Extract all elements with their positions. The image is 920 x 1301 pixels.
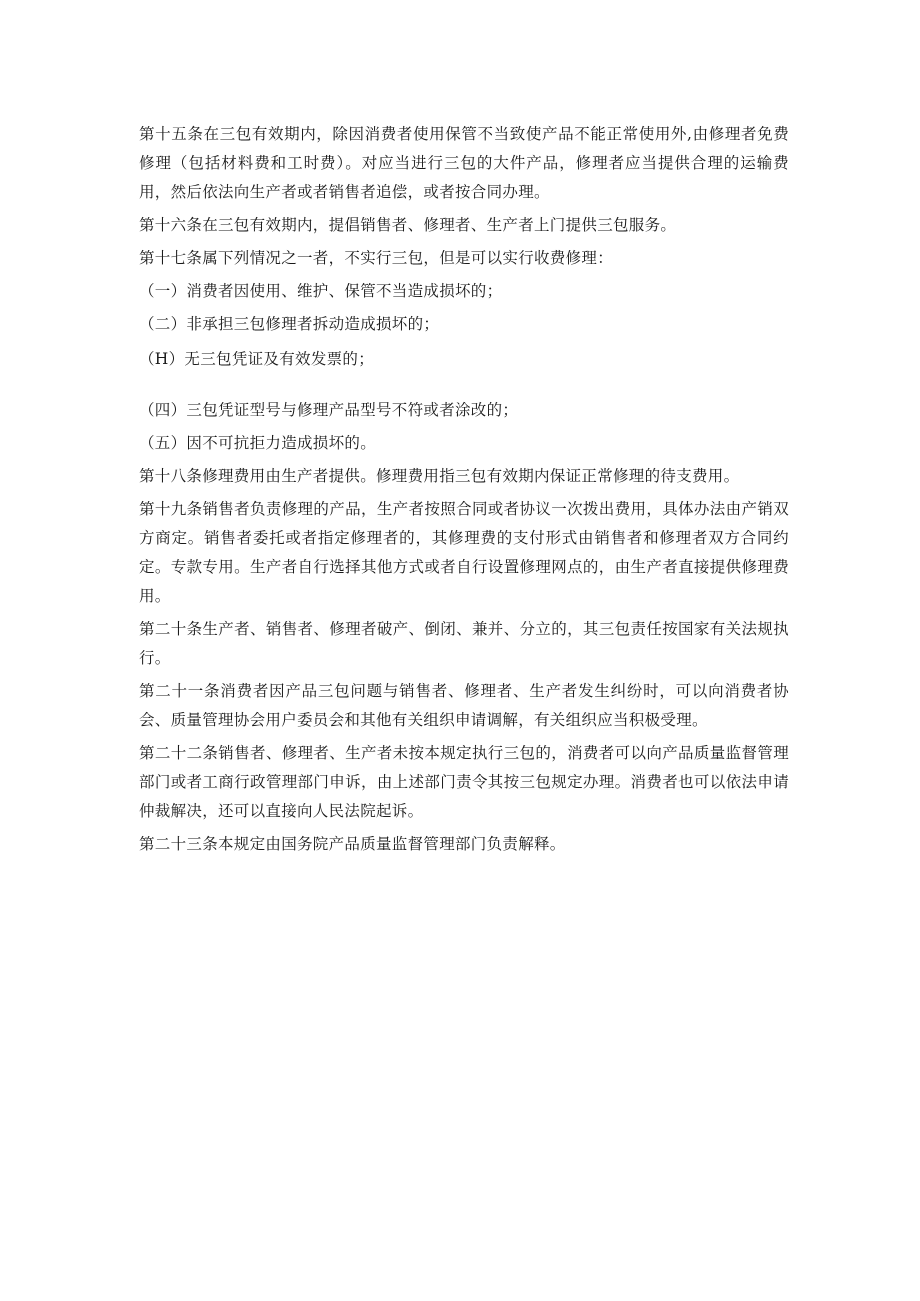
article-19: 第十九条销售者负责修理的产品，生产者按照合同或者协议一次拨出费用，具体办法由产销双方商定。销售者委托或者指定修理者的，其修理费的支付形式由销售者和修理者双方合同约定。专款专用。生产者自行选择其他方式或者自行设置修理网点的，由生产者直接提供修理费用。 <box>139 500 789 605</box>
article-17-item-5: （五）因不可抗拒力造成损坏的。 <box>139 434 377 452</box>
article-16: 第十六条在三包有效期内，提倡销售者、修理者、生产者上门提供三包服务。 <box>139 216 677 234</box>
document-body <box>139 120 789 863</box>
article-20: 第二十条生产者、销售者、修理者破产、倒闭、兼并、分立的，其三包责任按国家有关法规执行。 <box>139 620 789 667</box>
article-21: 第二十一条消费者因产品三包问题与销售者、修理者、生产者发生纠纷时，可以向消费者协会、质量管理协会用户委员会和其他有关组织申请调解，有关组织应当积极受理。 <box>139 682 789 729</box>
article-18: 第十八条修理费用由生产者提供。修理费用指三包有效期内保证正常修理的待支费用。 <box>139 467 740 485</box>
article-23: 第二十三条本规定由国务院产品质量监督管理部门负责解释。 <box>139 835 566 853</box>
article-17-item-2: （二）非承担三包修理者拆动造成损坏的； <box>139 315 440 333</box>
article-17-item-1: （一）消费者因使用、维护、保管不当造成损坏的； <box>139 282 503 300</box>
article-17-item-3: （H）无三包凭证及有效发票的； <box>139 350 375 368</box>
article-17: 第十七条属下列情况之一者，不实行三包，但是可以实行收费修理： <box>139 249 614 267</box>
article-22: 第二十二条销售者、修理者、生产者未按本规定执行三包的，消费者可以向产品质量监督管理部门或者工商行政管理部门申诉，由上述部门责令其按三包规定办理。消费者也可以依法申请仲裁解决，还可以直接向人民法院起诉。 <box>139 744 789 820</box>
article-17-item-4: （四）三包凭证型号与修理产品型号不符或者涂改的； <box>139 401 519 419</box>
article-15: 第十五条在三包有效期内，除因消费者使用保管不当致使产品不能正常使用外,由修理者免费修理（包括材料费和工时费）。对应当进行三包的大件产品，修理者应当提供合理的运输费用，然后依法向生产者或者销售者追偿，或者按合同办理。 <box>139 125 789 201</box>
